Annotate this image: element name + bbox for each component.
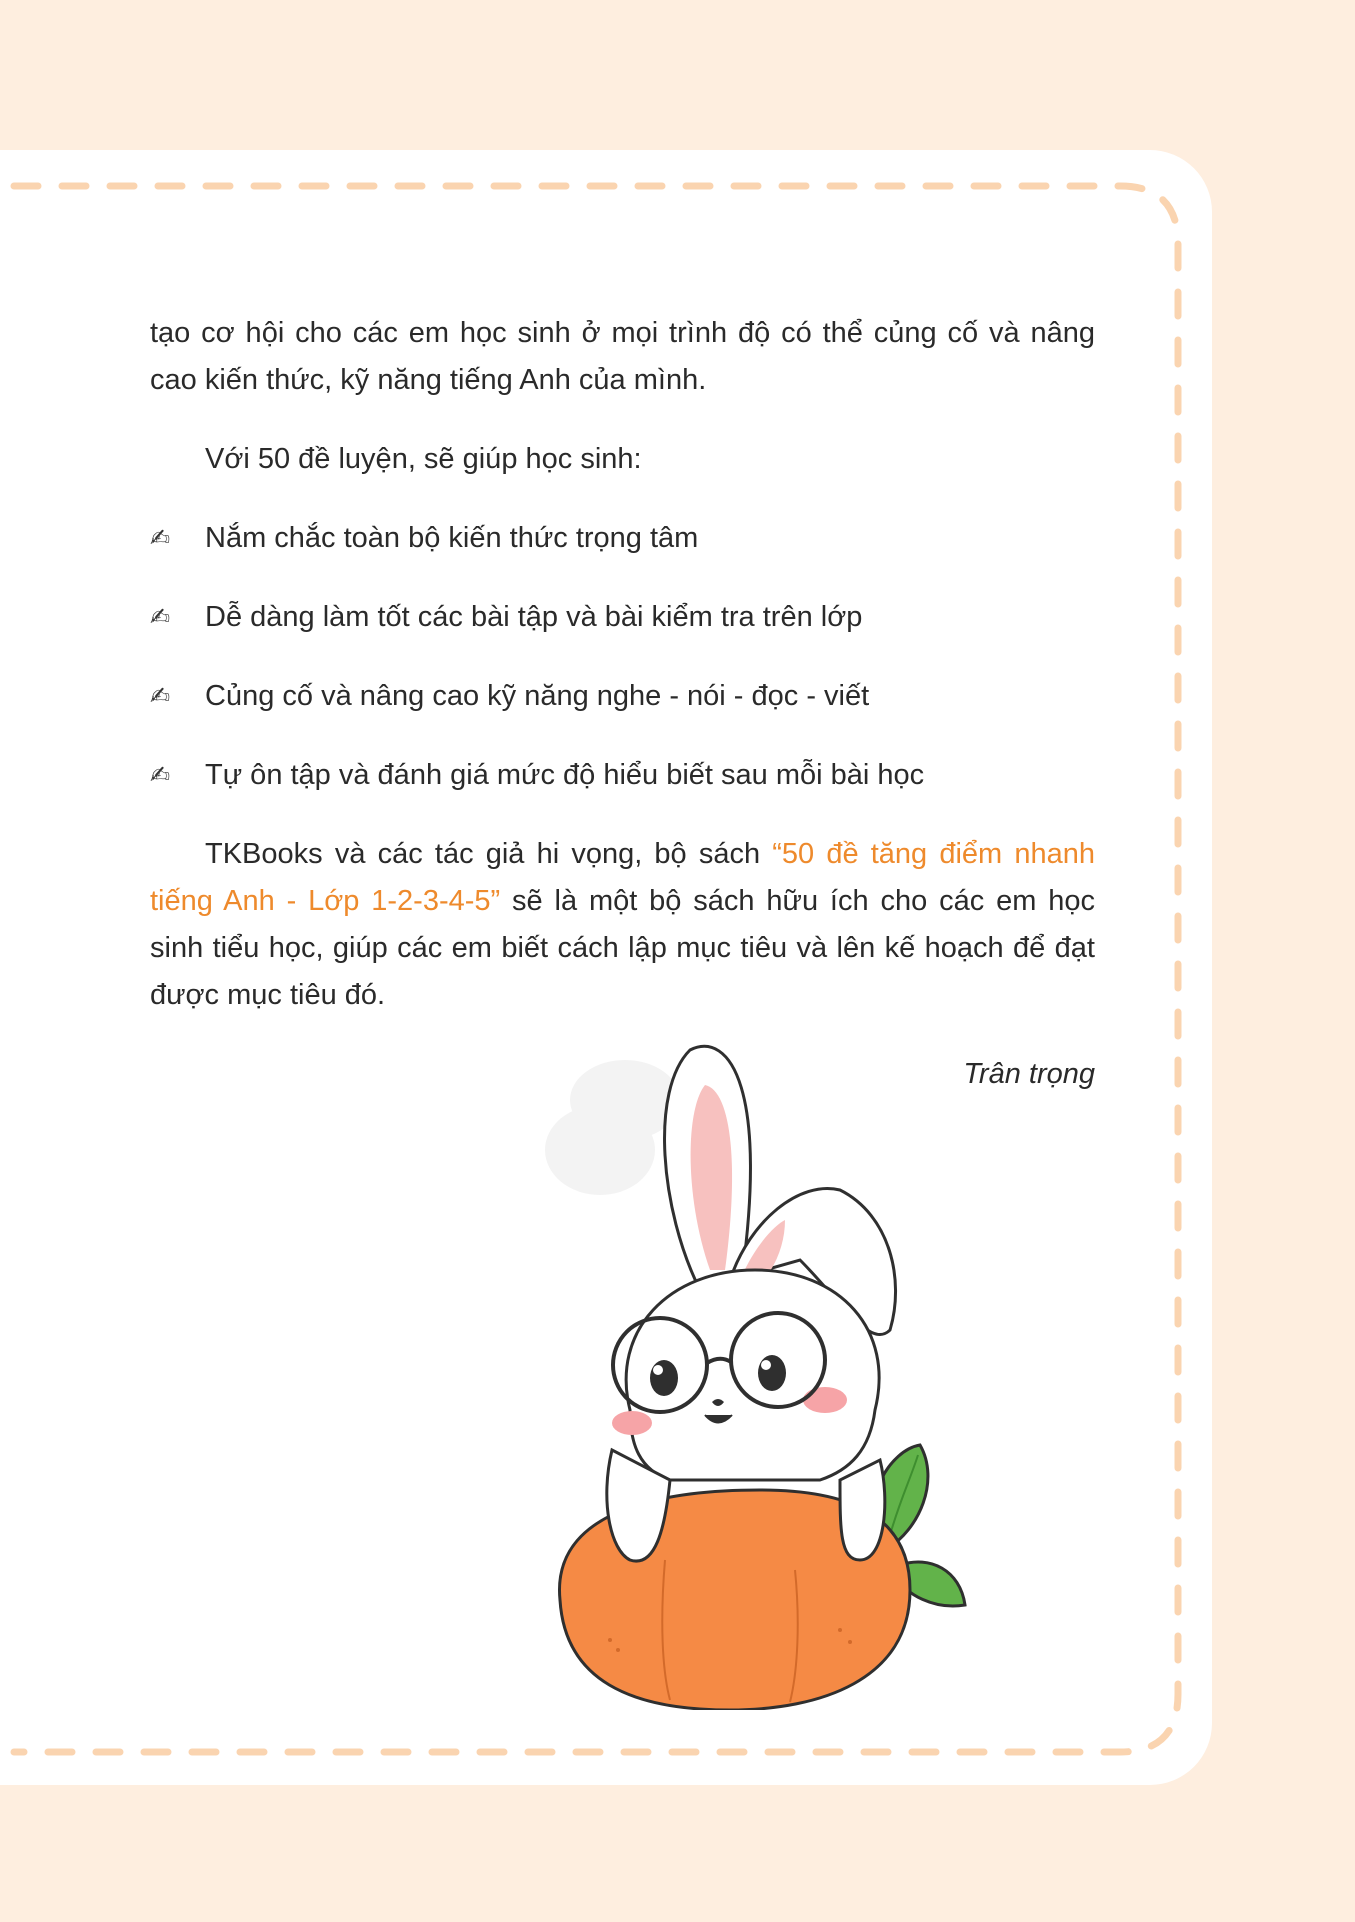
bullet-item <box>150 515 1095 562</box>
lead-paragraph: Với 50 đề luyện, sẽ giúp học sinh: <box>205 443 642 475</box>
bunny-on-carrot-icon <box>540 1030 980 1710</box>
writing-hand-icon: ✍ <box>150 682 171 710</box>
writing-hand-icon: ✍ <box>150 603 171 631</box>
intro-paragraph: tạo cơ hội cho các em học sinh ở mọi trình độ có thể củng cố và nâng cao kiến thức, kỹ năng tiếng Anh của mình. <box>150 317 1095 396</box>
closing-text-before: TKBooks và các tác giả hi vọng, bộ sách <box>205 838 773 870</box>
bullet-text: Nắm chắc toàn bộ kiến thức trọng tâm <box>205 522 699 554</box>
bullet-item <box>150 594 1095 641</box>
closing-paragraph <box>150 831 1095 1019</box>
bullet-text: Dễ dàng làm tốt các bài tập và bài kiểm tra trên lớp <box>205 601 863 633</box>
page-content <box>150 310 1095 1098</box>
bullet-text: Tự ôn tập và đánh giá mức độ hiểu biết sau mỗi bài học <box>205 759 925 791</box>
bullet-item <box>150 673 1095 720</box>
bullet-item <box>150 752 1095 799</box>
signature: Trân trọng <box>963 1058 1095 1090</box>
book-title-highlight: “50 đề tăng điểm nhanh tiếng Anh - Lớp 1-2-3-4-5” <box>150 838 1095 917</box>
writing-hand-icon: ✍ <box>150 761 171 789</box>
writing-hand-icon: ✍ <box>150 524 171 552</box>
closing-text-after: sẽ là một bộ sách hữu ích cho các em học sinh tiểu học, giúp các em biết cách lập mục tiêu và lên kế hoạch để đạt được mục tiêu đó. <box>150 885 1095 1011</box>
bullet-text: Củng cố và nâng cao kỹ năng nghe - nói - đọc - viết <box>205 680 870 712</box>
